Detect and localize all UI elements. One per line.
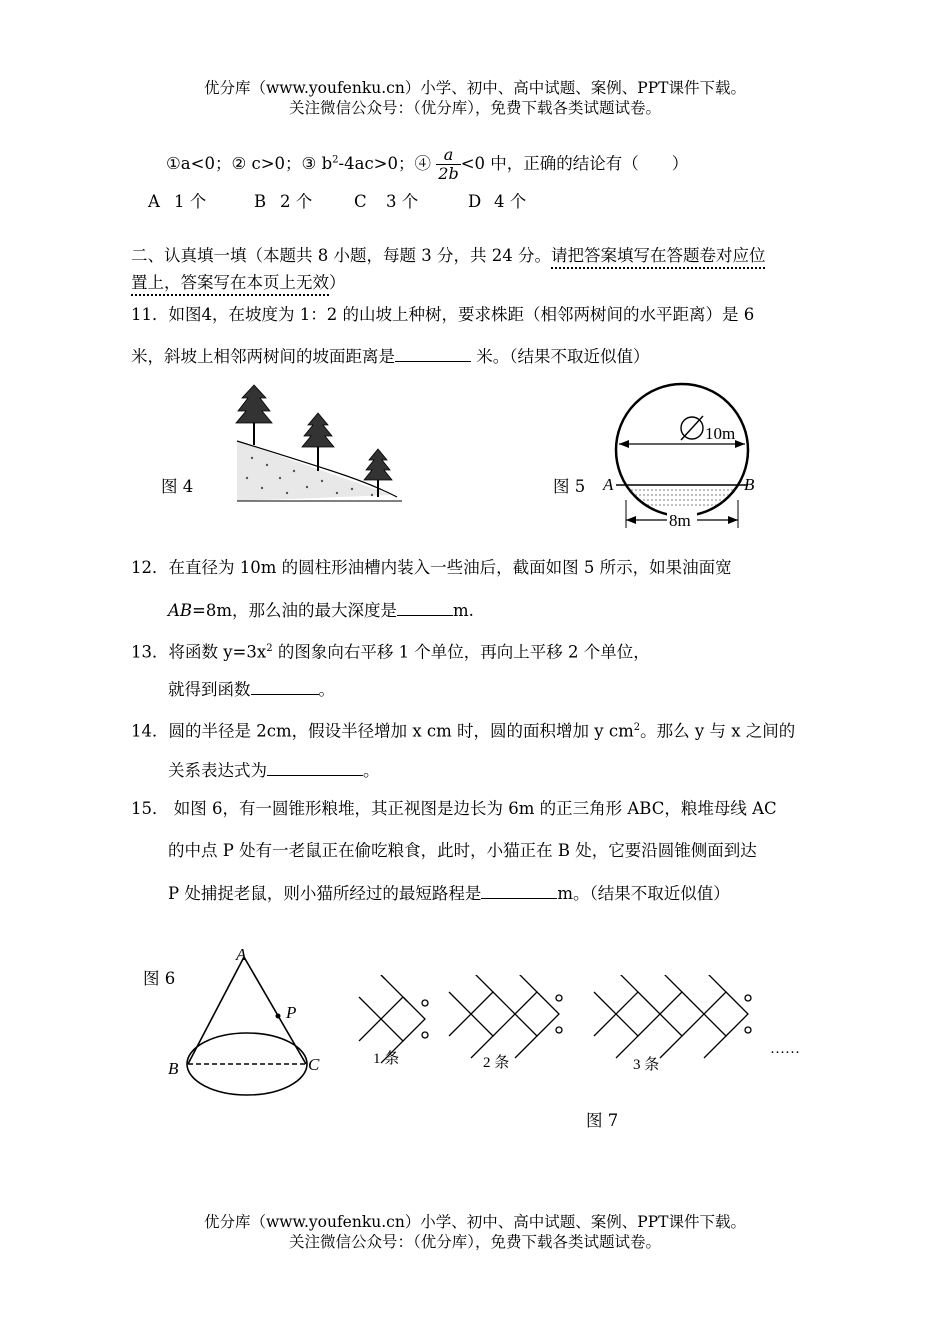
- header-line-2: 关注微信公众号：（优分库），免费下载各类试题试卷。: [288, 99, 661, 117]
- q14-text-b: 。那么 y 与 x 之间的: [640, 721, 796, 741]
- q10-option-a-text: 1 个: [174, 192, 207, 211]
- q14-line-1: [131, 717, 795, 743]
- q13-line-2: [168, 679, 335, 701]
- fig6-cone: [160, 932, 335, 1102]
- fig6-label: 图 6: [143, 969, 176, 988]
- q10-option-b-text: 2 个: [280, 192, 313, 211]
- fig5-diameter-label: 10m: [705, 424, 736, 443]
- section2-close: ）: [329, 273, 346, 292]
- q15-answer-blank: [481, 884, 557, 899]
- fig5-point-b: B: [744, 475, 755, 494]
- section2-title-line2: [131, 272, 346, 294]
- q12-text-a: =8m，那么油的最大深度是: [192, 601, 398, 620]
- fig7-pattern-3: [594, 975, 751, 1058]
- q13-text-b: 的图象向右平移 1 个单位，再向上平移 2 个单位，: [272, 642, 650, 662]
- q11-line-1: 11．如图4，在坡度为 1：2 的山坡上种树，要求株距（相邻两树间的水平距离）是 6: [131, 305, 755, 324]
- fig4-label: 图 4: [161, 477, 194, 496]
- q14-text-d: 。: [363, 761, 380, 780]
- q13-sup: 2: [266, 643, 273, 654]
- q10-frac-den: 2b: [438, 164, 459, 183]
- fig6-label-c: C: [308, 1055, 320, 1074]
- section2-title: 二、认真填一填（本题共 8 小题，每题 3 分，共 24 分。: [131, 246, 551, 265]
- q12-ab: AB: [168, 601, 193, 620]
- q10-option-a-letter: A: [148, 192, 160, 211]
- q10-frac-num: a: [436, 146, 460, 165]
- header-line-1: 优分库（www.youfenku.cn）小学、初中、高中试题、案例、PPT课件下载。: [203, 79, 747, 97]
- q15-line-2: 的中点 P 处有一老鼠正在偷吃粮食，此时，小猫正在 B 处，它要沿圆锥侧面到达: [168, 841, 757, 860]
- q10-mid: -4ac>0；④: [338, 154, 432, 173]
- fig6-point-p: [276, 1014, 281, 1019]
- q10-conditions: [166, 146, 688, 183]
- q13-text-a: 13．将函数 y=3x: [131, 642, 267, 662]
- q10-options: [148, 191, 526, 213]
- q10-prefix: ①a<0；② c>0；③ b: [166, 154, 333, 173]
- fig7-ellipsis: ……: [770, 1041, 800, 1057]
- q15-line-3: [168, 883, 730, 905]
- q14-sup: 2: [633, 722, 641, 733]
- q11-answer-blank: [395, 347, 471, 362]
- q10-option-d-letter: D: [468, 192, 482, 211]
- q14-answer-blank: [267, 761, 363, 776]
- q14-line-2: [168, 760, 380, 782]
- fig7-pattern-2: [449, 975, 562, 1058]
- q13-text-c: 就得到函数: [168, 680, 251, 699]
- q15-text-b: m。（结果不取近似值）: [557, 884, 730, 903]
- fig7-pattern-1: [359, 975, 428, 1063]
- q13-text-d: 。: [318, 680, 335, 699]
- fig5-arrow-left: [619, 440, 629, 448]
- q14-text-a: 14．圆的半径是 2cm，假设半径增加 x cm 时，圆的面积增加 y cm: [131, 721, 634, 741]
- fig7-patterns: [355, 975, 825, 1085]
- fig6-label-b: B: [168, 1059, 179, 1078]
- fig5-point-a: A: [603, 475, 614, 494]
- q12-line-1: 12．在直径为 10m 的圆柱形油槽内装入一些油后，截面如图 5 所示，如果油面宽: [131, 558, 732, 577]
- fig5-oil-tank: [595, 380, 775, 540]
- q10-sup: 2: [332, 154, 339, 166]
- fig6-edge-ac: [244, 957, 306, 1064]
- q15-line-1: 15． 如图 6，有一圆锥形粮堆，其正视图是边长为 6m 的正三角形 ABC，粮堆母线 AC: [131, 799, 777, 818]
- fig5-arrow-right: [735, 440, 745, 448]
- q10-option-c-letter: C: [354, 192, 367, 211]
- q15-text-a: P 处捕捉老鼠，则小猫所经过的最短路程是: [168, 884, 482, 903]
- section2-emphasis-2: 置上，答案写在本页上无效: [131, 273, 329, 296]
- q10-suffix: <0 中，正确的结论有（ ）: [460, 154, 689, 173]
- fig5-circle: [616, 384, 748, 516]
- fig7-label: 图 7: [586, 1111, 619, 1130]
- q14-text-c: 关系表达式为: [168, 761, 267, 780]
- fig7-item-1: 1 条: [373, 1051, 400, 1067]
- fig5-chord-label: 8m: [669, 511, 691, 530]
- fig4-slope-trees: [232, 383, 417, 513]
- footer-line-1: 优分库（www.youfenku.cn）小学、初中、高中试题、案例、PPT课件下载。: [203, 1213, 747, 1231]
- q10-option-c-text: 3 个: [386, 192, 419, 211]
- q12-text-b: m.: [453, 601, 474, 620]
- q11-text-b: 米。（结果不取近似值）: [471, 347, 650, 366]
- q10-option-d-text: 4 个: [494, 192, 527, 211]
- q12-line-2: [168, 600, 474, 622]
- q10-option-b-letter: B: [254, 192, 267, 211]
- q13-answer-blank: [251, 680, 319, 695]
- footer-line-2: 关注微信公众号：（优分库），免费下载各类试题试卷。: [288, 1233, 661, 1251]
- fig7-item-3: 3 条: [633, 1057, 660, 1073]
- fig6-label-p: P: [286, 1003, 297, 1022]
- fig6-label-a: A: [236, 945, 247, 964]
- q13-line-1: [131, 638, 650, 664]
- q11-line-2: [131, 346, 650, 368]
- q10-fraction: [436, 146, 460, 183]
- section2-title-line1: [131, 245, 765, 267]
- q12-answer-blank: [397, 601, 453, 616]
- fig7-item-2: 2 条: [483, 1055, 510, 1071]
- section2-emphasis-1: 请把答案填写在答题卷对应位: [551, 246, 766, 269]
- fig4-tree-1: [236, 385, 272, 445]
- q11-text-a: 米，斜坡上相邻两树间的坡面距离是: [131, 347, 395, 366]
- fig5-label: 图 5: [553, 477, 586, 496]
